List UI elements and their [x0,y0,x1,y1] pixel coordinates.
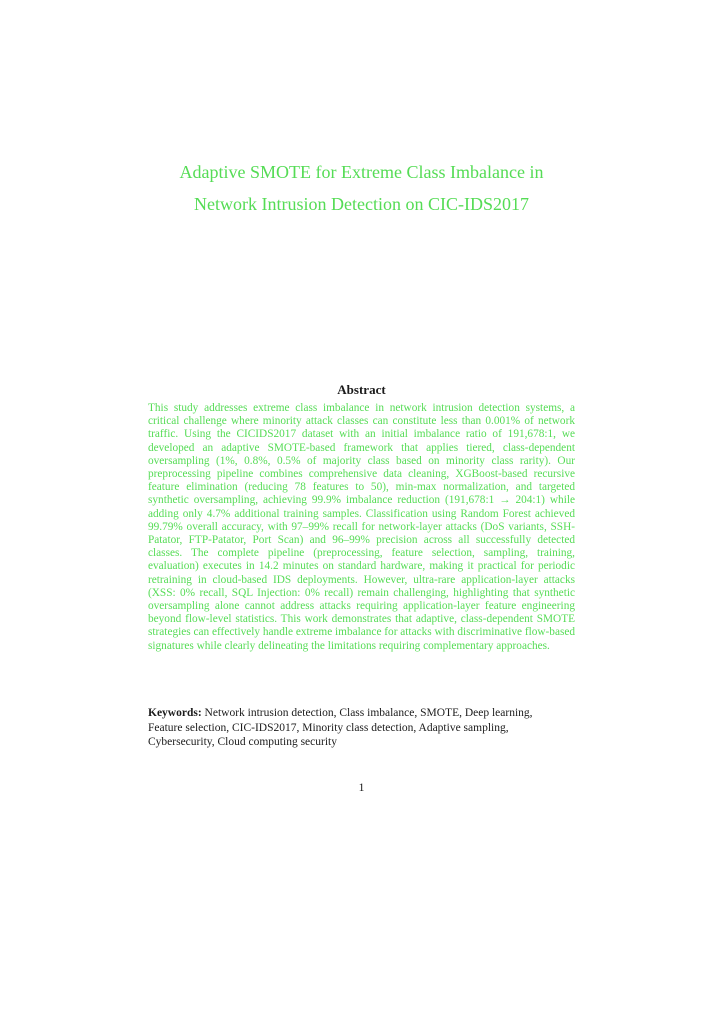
paper-title [148,156,575,220]
abstract-text: This study addresses extreme class imbalance in network intrusion detection systems, a critical challenge where minority attack classes can constitute less than 0.001% of network traffic. Using the CICIDS2017 dataset with an initial imbalance ratio of 191,678:1, we developed an adaptive SMOTE-based framework that applies tiered, class-dependent oversampling (1%, 0.8%, 0.5% of majority class based on minority class rarity). Our preprocessing pipeline combines comprehensive data cleaning, XGBoost-based recursive feature elimination (reducing 78 features to 50), min-max normalization, and targeted synthetic oversampling, achieving 99.9% imbalance reduction (191,678:1 → 204:1) while adding only 4.7% additional training samples. Classification using Random Forest achieved 99.79% overall accuracy, with 97–99% recall for network-layer attacks (DoS variants, SSH-Patator, FTP-Patator, Port Scan) and 96–99% precision across all successfully detected classes. The complete pipeline (preprocessing, feature selection, sampling, training, evaluation) executes in 14.2 minutes on standard hardware, making it practical for periodic retraining in cloud-based IDS deployments. However, ultra-rare application-layer attacks (XSS: 0% recall, SQL Injection: 0% recall) remain challenging, highlighting that synthetic oversampling alone cannot address attacks requiring application-layer feature engineering beyond flow-level statistics. This work demonstrates that adaptive, class-dependent SMOTE strategies can effectively handle extreme imbalance for attacks with discriminative flow-based signatures while clearly delineating the limitations requiring complementary approaches. [148,402,576,652]
keywords-line1: Network intrusion detection, Class imbalance, SMOTE, Deep learning, [204,707,533,719]
keywords-line3: Cybersecurity, Cloud computing security [148,736,337,748]
keywords-section [148,706,588,750]
keywords-label: Keywords: [148,707,202,719]
abstract-heading: Abstract [337,382,386,397]
page-number: 1 [358,780,365,794]
paper-title-line2: Network Intrusion Detection on CIC-IDS2017 [194,194,529,214]
paper-title-line1: Adaptive SMOTE for Extreme Class Imbalance in [179,162,544,182]
keywords-line2: Feature selection, CIC-IDS2017, Minority class detection, Adaptive sampling, [148,721,509,734]
